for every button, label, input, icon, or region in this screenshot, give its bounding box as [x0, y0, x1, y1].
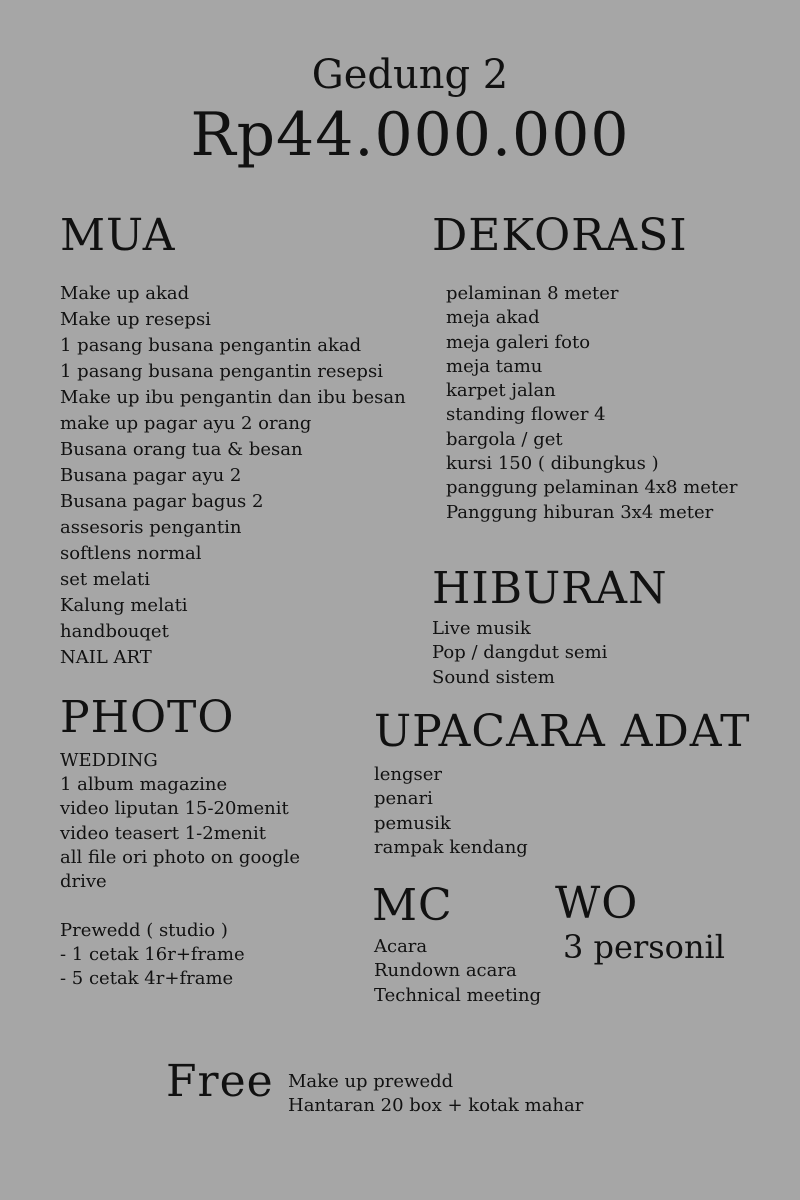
mc-item: Technical meeting	[374, 984, 542, 1006]
mc-item: Acara	[374, 936, 428, 957]
mc-section	[372, 880, 453, 931]
dekorasi-item: meja tamu	[446, 355, 543, 377]
page-title: Gedung 2	[311, 52, 509, 98]
dekorasi-heading: DEKORASI	[432, 210, 688, 261]
free-section	[166, 1056, 274, 1107]
upacara-adat-item: penari	[374, 788, 433, 810]
dekorasi-item: panggung pelaminan 4x8 meter	[446, 477, 738, 499]
free-list	[288, 1070, 583, 1119]
prewedd-item: - 5 cetak 4r+frame	[60, 968, 234, 990]
mua-item: Make up ibu pengantin dan ibu besan	[60, 387, 406, 408]
mua-item: Busana pagar ayu 2	[60, 465, 242, 486]
free-item: Hantaran 20 box + kotak mahar	[288, 1095, 584, 1117]
dekorasi-item: karpet jalan	[446, 380, 556, 402]
hiburan-item: Sound sistem	[432, 666, 555, 688]
mua-item: NAIL ART	[60, 647, 152, 668]
package-price: Rp44.000.000	[190, 100, 630, 170]
dekorasi-item: pelaminan 8 meter	[446, 283, 619, 304]
upacara-adat-heading: UPACARA ADAT	[374, 706, 751, 757]
dekorasi-item: meja galeri foto	[446, 331, 591, 353]
mua-item: Busana pagar bagus 2	[60, 491, 264, 512]
hiburan-heading: HIBURAN	[432, 563, 668, 614]
wo-heading: WO	[555, 878, 639, 929]
mua-item: assesoris pengantin	[60, 517, 242, 538]
wo-personil: 3 personil	[563, 928, 726, 966]
hiburan-item: Pop / dangdut semi	[432, 642, 608, 664]
photo-list-wedding	[60, 749, 300, 894]
mua-list	[60, 281, 406, 671]
mc-item: Rundown acara	[374, 960, 517, 982]
mc-heading: MC	[372, 880, 453, 931]
mua-item: Kalung melati	[60, 595, 188, 616]
free-item: Make up prewedd	[288, 1071, 454, 1092]
hiburan-item: Live musik	[432, 618, 531, 639]
mua-item: make up pagar ayu 2 orang	[60, 413, 312, 434]
dekorasi-item: meja akad	[446, 307, 540, 329]
mua-item: Make up resepsi	[60, 309, 211, 330]
prewedd-item: Prewedd ( studio )	[60, 920, 228, 941]
photo-section	[60, 692, 234, 743]
dekorasi-section	[432, 210, 688, 261]
mua-item: softlens normal	[60, 543, 202, 564]
dekorasi-item: bargola / get	[446, 428, 563, 450]
mua-section	[60, 210, 176, 261]
mua-heading: MUA	[60, 210, 176, 261]
photo-item: WEDDING	[60, 750, 158, 771]
dekorasi-item: standing flower 4	[446, 404, 606, 426]
mua-item: 1 pasang busana pengantin akad	[60, 335, 362, 356]
upacara-adat-list	[374, 763, 528, 860]
photo-item: video liputan 15-20menit	[60, 798, 289, 820]
photo-heading: PHOTO	[60, 692, 235, 743]
mc-list	[374, 935, 541, 1008]
upacara-adat-section	[374, 706, 751, 757]
mua-item: 1 pasang busana pengantin resepsi	[60, 361, 383, 382]
upacara-adat-item: lengser	[374, 764, 443, 785]
photo-item: drive	[60, 871, 107, 893]
wo-section	[555, 878, 638, 929]
upacara-adat-item: pemusik	[374, 812, 451, 834]
prewedd-item: - 1 cetak 16r+frame	[60, 944, 245, 966]
photo-item: 1 album magazine	[60, 774, 228, 796]
mua-item: Busana orang tua & besan	[60, 439, 303, 460]
mua-item: handbouqet	[60, 621, 169, 642]
free-heading: Free	[166, 1056, 274, 1107]
upacara-adat-item: rampak kendang	[374, 836, 528, 858]
dekorasi-list	[446, 282, 737, 525]
photo-list-prewedd	[60, 919, 245, 992]
photo-item: video teasert 1-2menit	[60, 822, 267, 844]
dekorasi-item: Panggung hiburan 3x4 meter	[446, 501, 714, 523]
photo-item: all file ori photo on google	[60, 846, 301, 868]
hiburan-section	[432, 563, 668, 614]
dekorasi-item: kursi 150 ( dibungkus )	[446, 453, 659, 475]
mua-item: Make up akad	[60, 283, 190, 304]
mua-item: set melati	[60, 569, 151, 590]
hiburan-list	[432, 617, 607, 690]
